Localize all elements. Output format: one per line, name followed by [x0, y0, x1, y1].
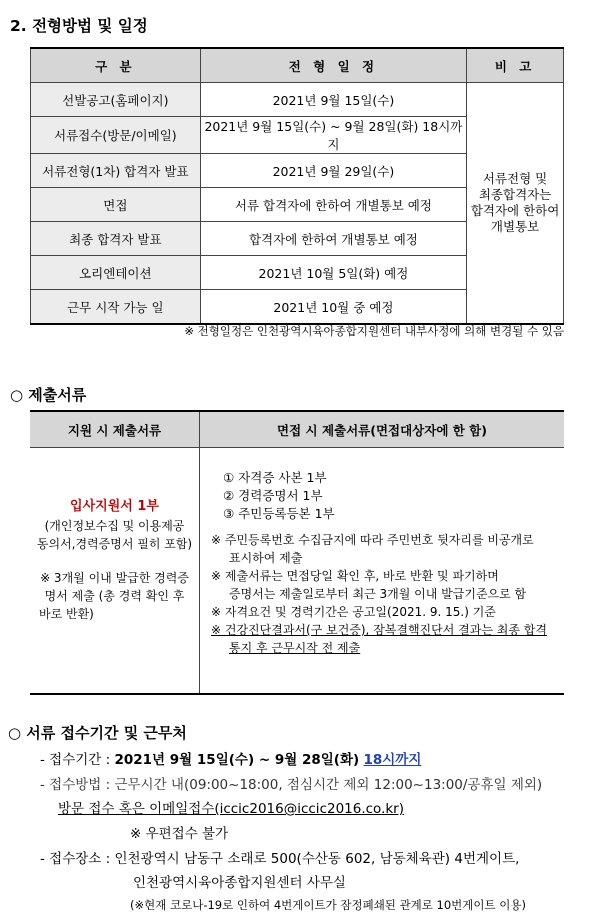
period-label: - 접수기간 :	[40, 752, 111, 768]
row-value: 합격자에 한하여 개별통보 예정	[200, 222, 466, 256]
header-remarks: 비 고	[467, 48, 564, 83]
application-form-title: 입사지원서 1부	[70, 499, 159, 514]
doc-note-health: ※ 건강진단결과서(구 보건증), 잠복결핵진단서 결과는 최종 합격	[211, 623, 547, 637]
place-value: 인천광역시 남동구 소래로 500(수산동 602, 남동체육관) 4번게이트,	[114, 851, 520, 867]
section-title-submission: ○ 서류 접수기간 및 근무처	[8, 724, 187, 742]
place-note: (※현재 코로나-19로 인하여 4번게이트가 잠정폐쇄된 관계로 10번게이트 이용)	[130, 898, 526, 912]
application-form-note: 바로 반환)	[39, 607, 94, 621]
remarks-line: 서류전형 및	[482, 171, 548, 186]
header-category: 구 분	[31, 48, 201, 83]
row-label: 근무 시작 가능 일	[31, 290, 201, 325]
method-label: - 접수방법 :	[40, 777, 111, 793]
doc-note: ※ 자격요건 및 경력기간은 공고일(2021. 9. 15.) 기준	[211, 605, 496, 619]
application-form-sub: 동의서,경력증명서 필히 포함)	[36, 537, 193, 551]
doc-note-part: 증명서는 제출일로부터 최근 3개월 이내 발급기준으로 함	[229, 587, 527, 601]
section-title-schedule: 2. 전형방법 및 일정	[10, 17, 148, 35]
remarks-line: 최종합격자는	[478, 187, 552, 202]
row-value: 2021년 10월 중 예정	[200, 290, 466, 325]
method-line-3: ※ 우편접수 불가	[130, 826, 229, 842]
row-label: 최종 합격자 발표	[31, 222, 201, 256]
schedule-footnote: ※ 전형일정은 인천광역시육아종합지원센터 내부사정에 의해 변경될 수 있음	[184, 324, 564, 338]
schedule-table	[30, 47, 564, 325]
header-interview-docs: 면접 시 제출서류(면접대상자에 한 함)	[200, 411, 565, 448]
row-value: 2021년 9월 15일(수)	[200, 83, 466, 117]
doc-item: ① 자격증 사본 1부	[223, 470, 327, 485]
row-value: 서류 합격자에 한하여 개별통보 예정	[200, 188, 466, 222]
place-row	[40, 847, 519, 867]
section-title-documents: ○ 제출서류	[10, 386, 87, 404]
doc-note	[201, 585, 563, 603]
row-value: 2021년 9월 15일(수) ~ 9월 28일(화) 18시까지	[200, 117, 466, 154]
period-row	[40, 748, 421, 768]
doc-note: ※ 주민등록번호 수집금지에 따라 주민번호 뒷자리를 비공개로	[211, 533, 534, 547]
row-label: 서류전형(1차) 합격자 발표	[31, 154, 201, 188]
doc-note: ※ 제출서류는 면접당일 확인 후, 바로 반환 및 파기하며	[211, 569, 499, 583]
period-value: 2021년 9월 15일(수) ~ 9월 28일(화)	[114, 752, 360, 768]
period-time: 18시까지	[363, 752, 422, 768]
doc-note-health-cont: 통지 후 근무시작 전 제출	[229, 641, 361, 655]
interview-docs-cell	[200, 448, 565, 695]
doc-item: ② 경력증명서 1부	[223, 488, 323, 503]
row-label: 서류접수(방문/이메일)	[31, 117, 201, 154]
place-label: - 접수장소 :	[40, 851, 111, 867]
method-line-2: 방문 접수 혹은 이메일접수(iccic2016@iccic2016.co.kr)	[58, 801, 405, 817]
remarks-line: 개별통보	[490, 219, 540, 234]
remarks-cell	[467, 83, 564, 325]
row-label: 선발공고(홈페이지)	[31, 83, 201, 117]
row-label: 면접	[31, 188, 201, 222]
header-application-docs: 지원 시 제출서류	[30, 411, 200, 448]
row-value: 2021년 9월 29일(수)	[200, 154, 466, 188]
application-form-sub: (개인정보수집 및 이용제공	[44, 519, 185, 533]
method-row	[40, 773, 542, 793]
remarks-line: 합격자에 한하여	[470, 203, 560, 218]
doc-note: 표시하여 제출	[229, 551, 303, 565]
application-form-note: ※ 3개월 이내 발급한 경력증	[40, 571, 189, 585]
place-line-2: 인천광역시육아종합지원센터 사무실	[133, 875, 346, 891]
documents-table	[30, 410, 564, 695]
application-docs-cell	[30, 448, 200, 695]
method-value: 근무시간 내(09:00~18:00, 점심시간 제외 12:00~13:00/공휴일 제외)	[114, 777, 543, 793]
doc-item: ③ 주민등록등본 1부	[223, 506, 335, 521]
application-form-note: 명서 제출 (총 경력 확인 후	[44, 589, 185, 603]
row-label: 오리엔테이션	[31, 256, 201, 290]
header-schedule: 전 형 일 정	[200, 48, 466, 83]
row-value: 2021년 10월 5일(화) 예정	[200, 256, 466, 290]
